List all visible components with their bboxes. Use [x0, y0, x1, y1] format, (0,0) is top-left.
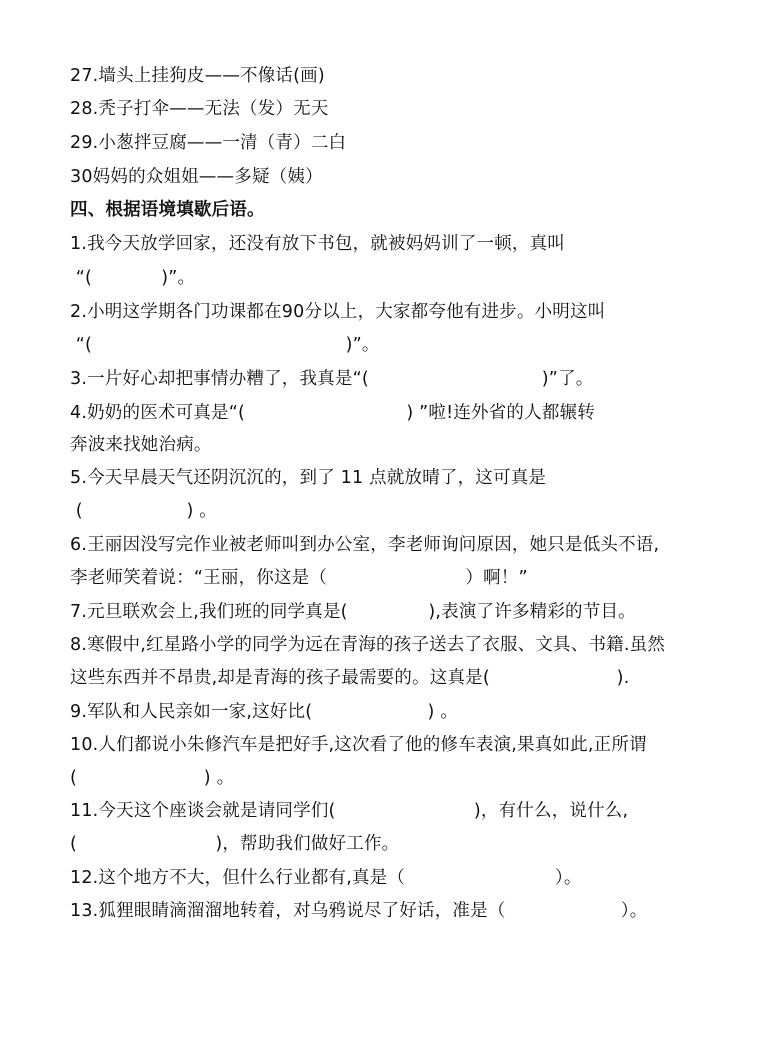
question-13-text: 13.狐狸眼睛滴溜溜地转着，对乌鸦说尽了好话，准是（ ）。 — [70, 901, 648, 921]
question-2-blank: “( )”。 — [70, 335, 380, 355]
question-5-blank: ( ) 。 — [70, 501, 218, 521]
question-8-text: 8.寒假中,红星路小学的同学为远在青海的孩子送去了衣服、文具、书籍.虽然 — [70, 635, 666, 655]
question-9-text: 9.军队和人民亲如一家,这好比( ) 。 — [70, 702, 459, 722]
question-7-text: 7.元旦联欢会上,我们班的同学真是( ),表演了许多精彩的节目。 — [70, 602, 636, 622]
question-10-blank: ( ) 。 — [70, 768, 235, 788]
question-8-continuation: 这些东西并不昂贵,却是青海的孩子最需要的。这真是( ). — [70, 668, 630, 688]
question-6-continuation: 李老师笑着说：“王丽，你这是（ ）啊！” — [70, 568, 528, 588]
idiom-line-27: 27.墙头上挂狗皮——不像话(画) — [70, 66, 325, 86]
question-2-text: 2.小明这学期各门功课都在90分以上，大家都夸他有进步。小明这叫 — [70, 302, 606, 322]
question-12-text: 12.这个地方不大，但什么行业都有,真是（ ）。 — [70, 868, 582, 888]
question-1-blank: “( )”。 — [70, 268, 196, 288]
question-1-text: 1.我今天放学回家，还没有放下书包，就被妈妈训了一顿，真叫 — [70, 234, 565, 254]
question-4-continuation: 奔波来找她治病。 — [70, 435, 212, 455]
section-heading: 四、根据语境填歇后语。 — [70, 200, 265, 220]
question-3-text: 3.一片好心却把事情办糟了，我真是“( )”了。 — [70, 369, 594, 389]
question-11-continuation: ( )，帮助我们做好工作。 — [70, 834, 400, 854]
question-10-text: 10.人们都说小朱修汽车是把好手,这次看了他的修车表演,果真如此,正所谓 — [70, 735, 647, 755]
question-11-text: 11.今天这个座谈会就是请同学们( )，有什么，说什么, — [70, 801, 629, 821]
idiom-line-30: 30妈妈的众姐姐——多疑（姨） — [70, 167, 323, 187]
idiom-line-29: 29.小葱拌豆腐——一清（青）二白 — [70, 133, 347, 153]
question-5-text: 5.今天早晨天气还阴沉沉的，到了 11 点就放晴了，这可真是 — [70, 468, 547, 488]
question-4-text: 4.奶奶的医术可真是“( ) ”啦!连外省的人都辗转 — [70, 403, 595, 423]
question-6-text: 6.王丽因没写完作业被老师叫到办公室，李老师询问原因，她只是低头不语, — [70, 535, 660, 555]
idiom-line-28: 28.秃子打伞——无法（发）无天 — [70, 99, 329, 119]
